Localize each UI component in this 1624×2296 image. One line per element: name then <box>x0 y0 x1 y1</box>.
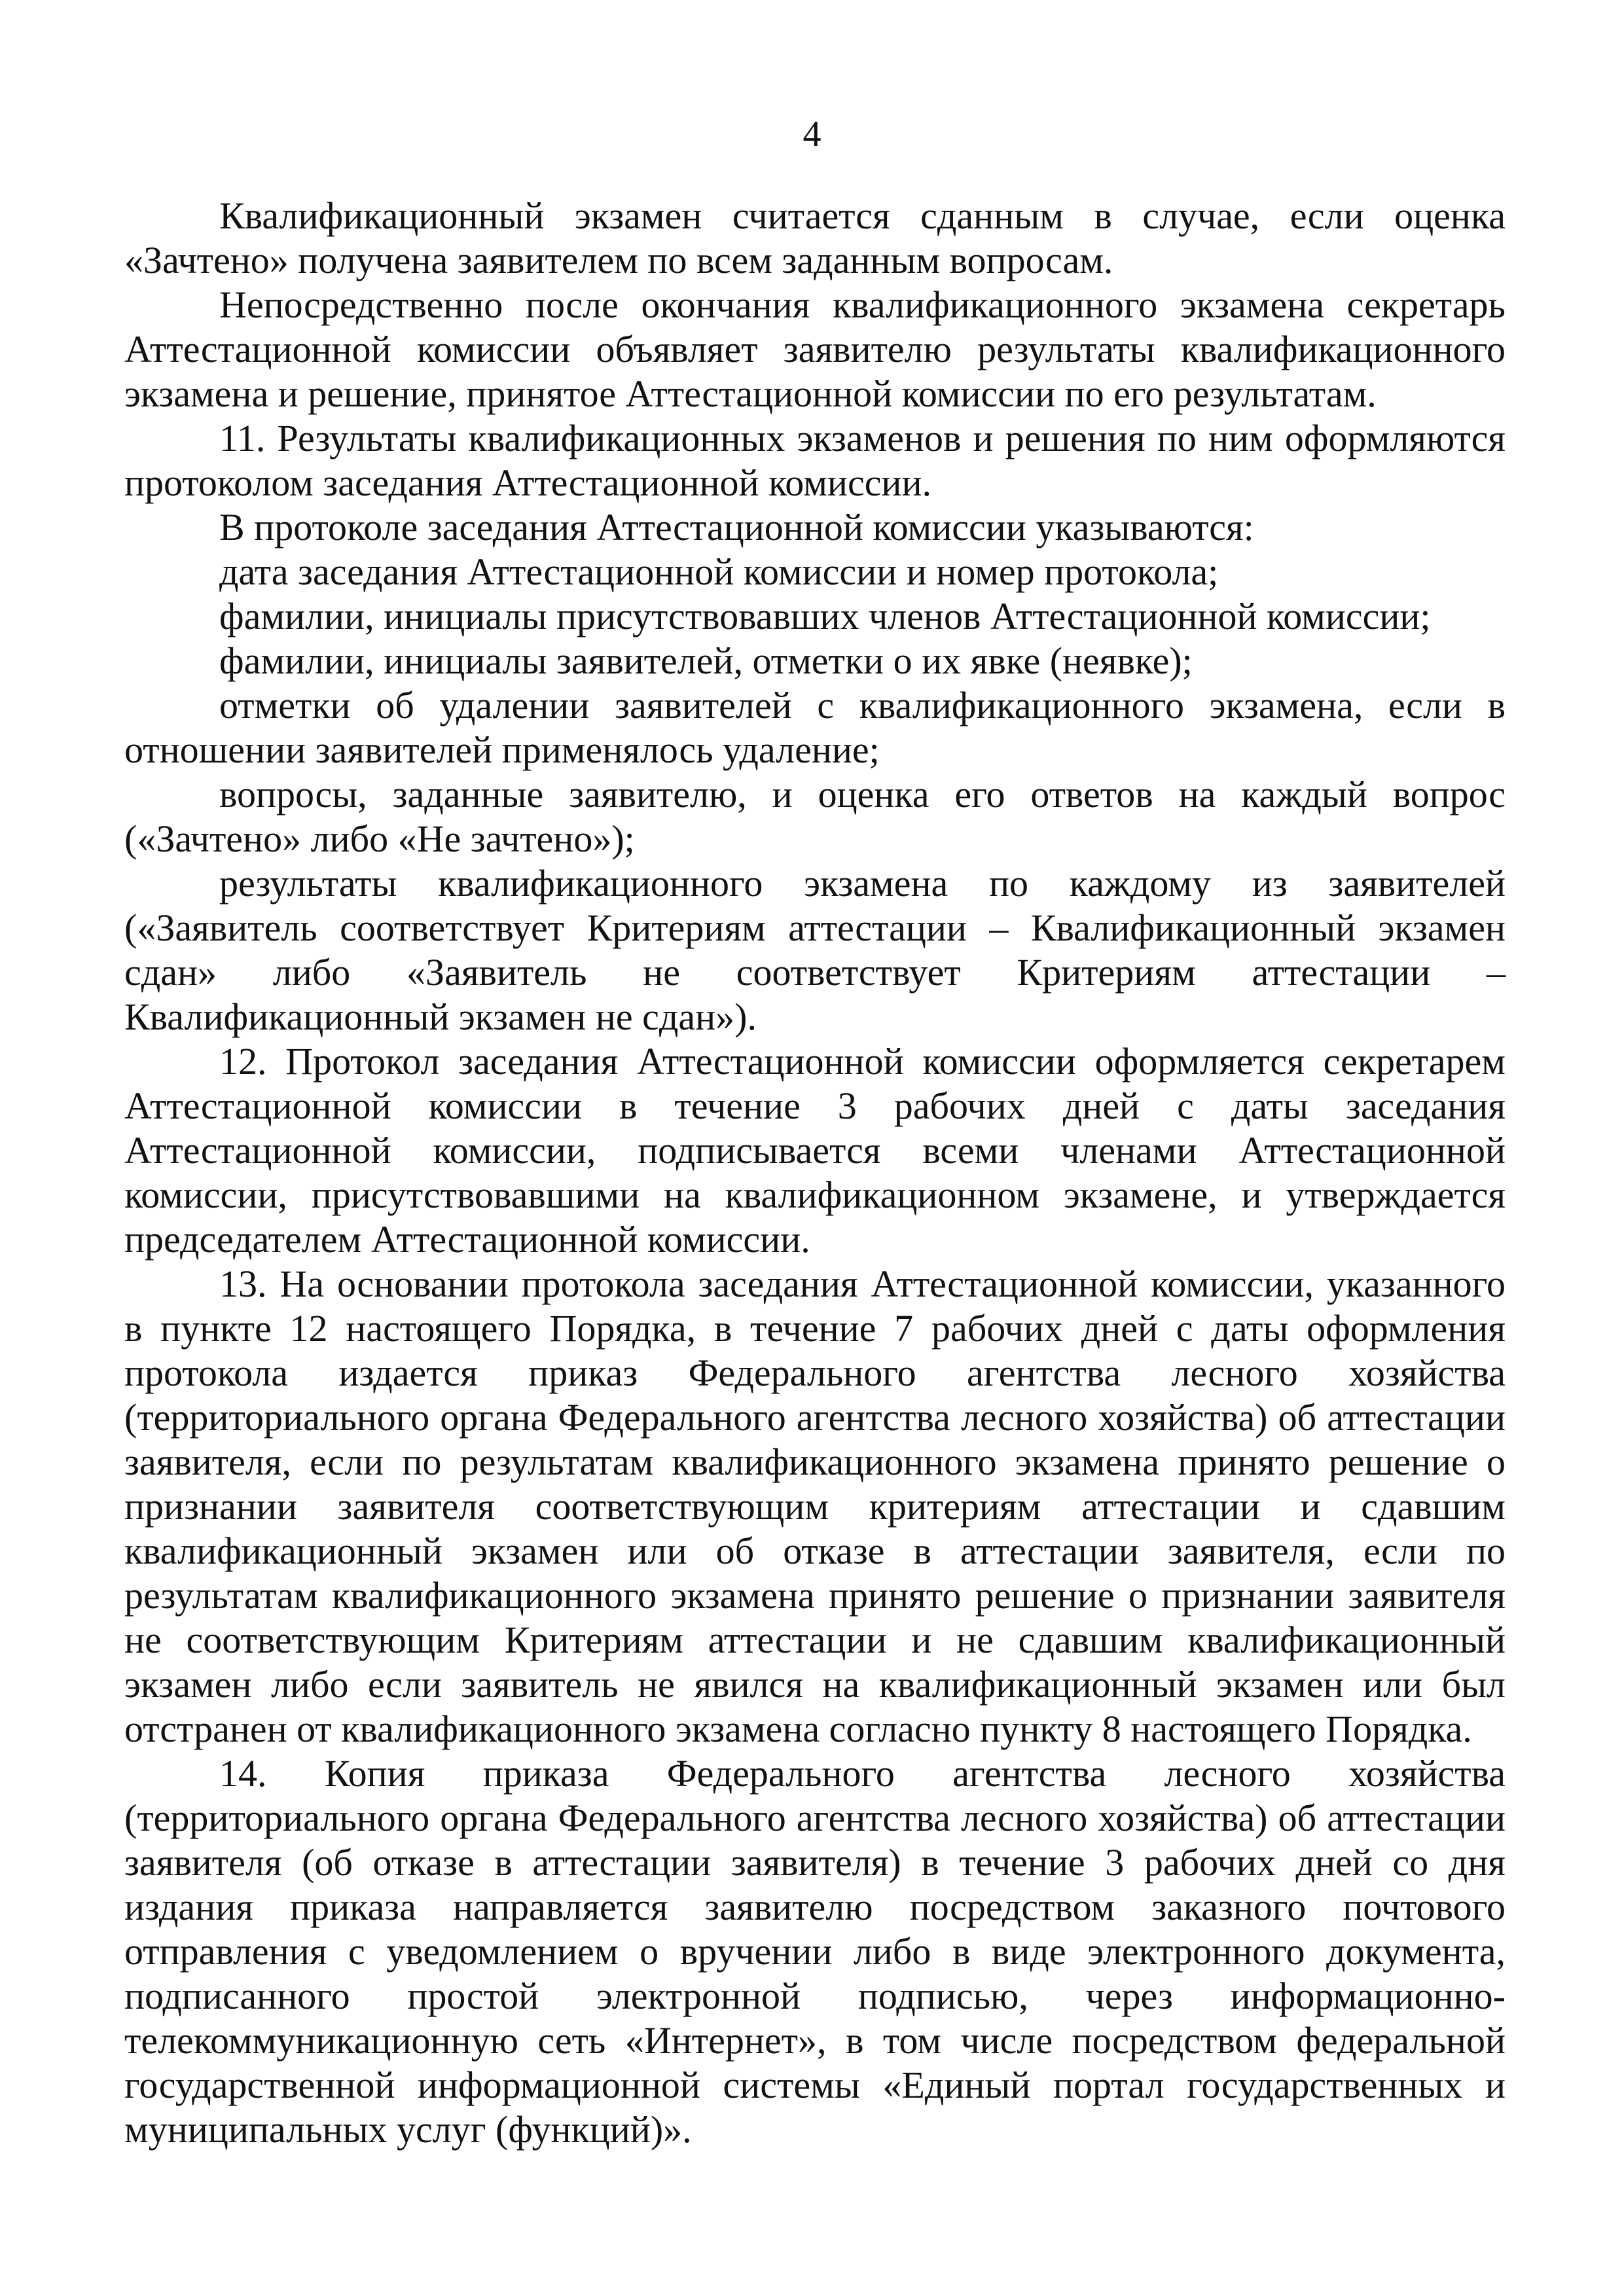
page-number: 4 <box>803 114 821 154</box>
list-item: результаты квалификационного экзамена по каждому из заявителей («Заявитель соответствует Критериям аттестации – Квалификационный экзамен сдан» либо «Заявитель не соответствует Критериям аттестации – Квалификационный экзамен не сдан»). <box>124 862 1506 1038</box>
paragraph: 12. Протокол заседания Аттестационной комиссии оформляется секретарем Аттестационной комиссии в течение 3 рабочих дней с даты заседания Аттестационной комиссии, подписывается всеми членами Аттестационной комиссии, присутствовавшими на квалификационном экзамене, и утверждается председателем Аттестационной комиссии. <box>124 1040 1506 1261</box>
paragraph: Непосредственно после окончания квалификационного экзамена секретарь Аттестационной комиссии объявляет заявителю результаты квалификационного экзамена и решение, принятое Аттестационной комиссии по его результатам. <box>124 283 1506 415</box>
list-item: дата заседания Аттестационной комиссии и номер протокола; <box>219 550 1219 593</box>
list-item: фамилии, инициалы присутствовавших членов Аттестационной комиссии; <box>219 595 1431 637</box>
paragraph: 14. Копия приказа Федерального агентства лесного хозяйства (территориального органа Федерального агентства лесного хозяйства) об аттестации заявителя (об отказе в аттестации заявителя) в течение 3 рабочих дней со дня издания приказа направляется заявителю посредством заказного почтового отправления с уведомлением о вручении либо в виде электронного документа, подписанного простой электронной подписью, через информационно-телекоммуникационную сеть «Интернет», в том числе посредством федеральной государственной информационной системы «Единый портал государственных и муниципальных услуг (функций)». <box>124 1752 1506 2151</box>
paragraph: Квалификационный экзамен считается сданным в случае, если оценка «Зачтено» получена заявителем по всем заданным вопросам. <box>124 194 1506 281</box>
paragraph: 11. Результаты квалификационных экзаменов и решения по ним оформляются протоколом заседания Аттестационной комиссии. <box>124 417 1506 504</box>
document-body <box>124 194 1506 2152</box>
list-item: вопросы, заданные заявителю, и оценка его ответов на каждый вопрос («Зачтено» либо «Не зачтено»); <box>124 773 1506 860</box>
list-item: отметки об удалении заявителей с квалификационного экзамена, если в отношении заявителей применялось удаление; <box>124 684 1506 771</box>
list-item: фамилии, инициалы заявителей, отметки о их явке (неявке); <box>219 639 1193 682</box>
paragraph: 13. На основании протокола заседания Аттестационной комиссии, указанного в пункте 12 настоящего Порядка, в течение 7 рабочих дней с даты оформления протокола издается приказ Федерального агентства лесного хозяйства (территориального органа Федерального агентства лесного хозяйства) об аттестации заявителя, если по результатам квалификационного экзамена принято решение о признании заявителя соответствующим критериям аттестации и сдавшим квалификационный экзамен или об отказе в аттестации заявителя, если по результатам квалификационного экзамена принято решение о признании заявителя не соответствующим Критериям аттестации и не сдавшим квалификационный экзамен либо если заявитель не явился на квалификационный экзамен или был отстранен от квалификационного экзамена согласно пункту 8 настоящего Порядка. <box>124 1263 1506 1750</box>
paragraph: В протоколе заседания Аттестационной комиссии указываются: <box>219 506 1254 548</box>
